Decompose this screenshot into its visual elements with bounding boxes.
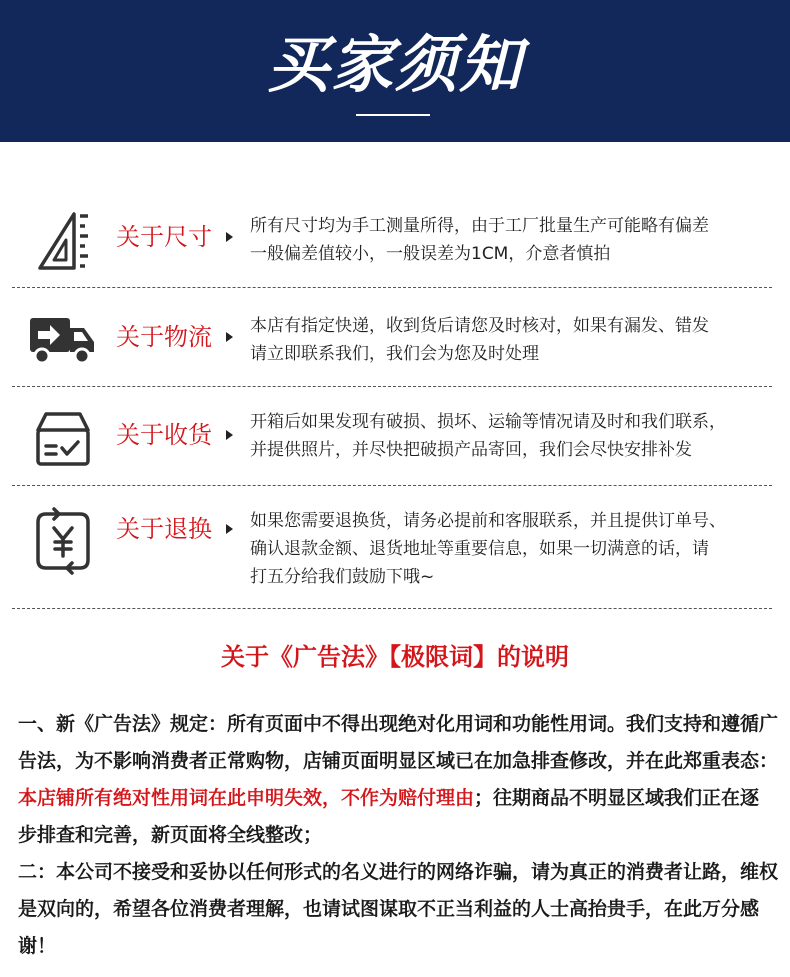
- notice-receiving-text: 开箱后如果发现有破损、损坏、运输等情况请及时和我们联系， 并提供照片，并尽快把破损产品寄回，我们会尽快安排补发: [250, 412, 726, 460]
- divider: [12, 386, 772, 387]
- law-statement: [18, 706, 778, 965]
- page-title: 买家须知: [266, 28, 523, 101]
- notice-size-text: 所有尺寸均为手工测量所得，由于工厂批量生产可能略有偏差 一般偏差值较小，一般误差为1CM，介意者慎拍: [250, 216, 709, 264]
- package-box-icon: [28, 402, 98, 472]
- notice-receiving-title: 关于收货: [116, 421, 212, 449]
- notice-exchange-title: 关于退换: [116, 515, 212, 543]
- disclaimer-highlight: 本店铺所有绝对性用词在此申明失效，不作为赔付理由: [18, 787, 475, 809]
- notice-arrow: [226, 430, 233, 440]
- notice-arrow: [226, 332, 233, 342]
- delivery-truck-icon: [28, 304, 98, 374]
- law-paragraph-1: 一、新《广告法》规定：所有页面中不得出现绝对化用词和功能性用词。我们支持和遵循广告法，为不影响消费者正常购物，店铺页面明显区域已在加急排查修改，并在此郑重表态：本店铺所有绝对性用词在此申明失效，不作为赔付理由；往期商品不明显区域我们正在逐步排查和完善，新页面将全线整改；: [18, 713, 779, 846]
- law-heading: 关于《广告法》【极限词】的说明: [221, 643, 569, 671]
- notice-size-title: 关于尺寸: [116, 223, 212, 251]
- refund-exchange-icon: [28, 506, 98, 576]
- ruler-triangle-icon: [28, 206, 98, 276]
- notice-arrow: [226, 524, 233, 534]
- notice-arrow: [226, 232, 233, 242]
- divider: [12, 485, 772, 486]
- divider: [12, 608, 772, 609]
- notice-logistics-text: 本店有指定快递，收到货后请您及时核对，如果有漏发、错发 请立即联系我们，我们会为您及时处理: [250, 316, 709, 364]
- header-banner: [0, 0, 790, 142]
- title-underline: [356, 114, 430, 116]
- divider: [12, 287, 772, 288]
- law-paragraph-2: 二：本公司不接受和妥协以任何形式的名义进行的网络诈骗，请为真正的消费者让路，维权是双向的，希望各位消费者理解，也请试图谋取不正当利益的人士高抬贵手，在此万分感谢！: [18, 861, 779, 957]
- notice-exchange-text: 如果您需要退换货，请务必提前和客服联系，并且提供订单号、 确认退款金额、退货地址等重要信息，如果一切满意的话，请 打五分给我们鼓励下哦~: [250, 511, 726, 587]
- notice-logistics-title: 关于物流: [116, 323, 212, 351]
